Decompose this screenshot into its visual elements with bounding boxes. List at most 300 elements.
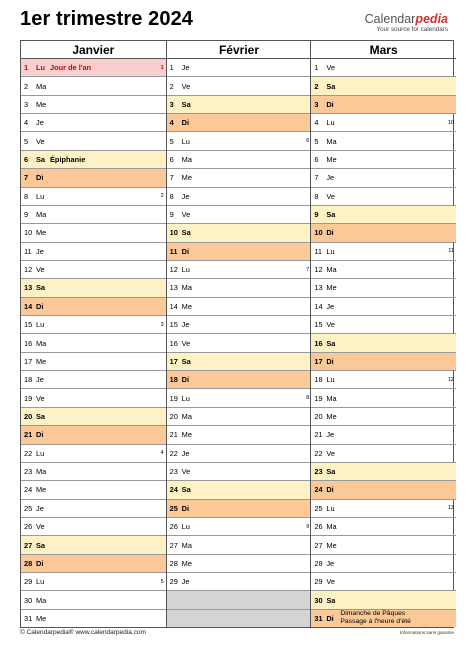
day-number: 15 xyxy=(314,320,323,330)
weekday-abbrev: Sa xyxy=(326,595,336,605)
day-number: 5 xyxy=(314,136,319,146)
day-row xyxy=(167,463,312,481)
day-row xyxy=(167,353,312,371)
week-number: 1 xyxy=(160,64,164,71)
weekday-abbrev: Lu xyxy=(181,393,190,403)
day-row xyxy=(21,96,166,114)
day-number: 16 xyxy=(24,338,33,348)
day-row xyxy=(311,536,456,554)
week-number: 3 xyxy=(160,321,164,328)
day-row xyxy=(167,445,312,463)
month-column-march xyxy=(310,41,456,627)
weekday-abbrev: Lu xyxy=(36,320,45,330)
day-number: 18 xyxy=(24,375,33,385)
day-row xyxy=(21,77,166,95)
weekday-abbrev: Je xyxy=(181,320,190,330)
weekday-abbrev: Lu xyxy=(181,265,190,275)
day-number: 21 xyxy=(169,430,178,440)
weekday-abbrev: Ma xyxy=(326,136,337,146)
week-number: 6 xyxy=(306,138,310,145)
weekday-abbrev: Di xyxy=(181,118,190,128)
day-row xyxy=(21,536,166,554)
day-row xyxy=(21,132,166,150)
day-number: 29 xyxy=(24,577,33,587)
weekday-abbrev: Sa xyxy=(181,99,191,109)
day-row xyxy=(21,555,166,573)
day-row xyxy=(167,298,312,316)
day-row xyxy=(21,610,166,627)
day-row xyxy=(21,279,166,297)
weekday-abbrev: Di xyxy=(181,503,190,513)
weekday-abbrev: Sa xyxy=(36,154,46,164)
day-row xyxy=(21,591,166,609)
weekday-abbrev: Sa xyxy=(326,210,336,220)
weekday-abbrev: Sa xyxy=(36,540,46,550)
week-number: 7 xyxy=(306,266,310,273)
day-number: 13 xyxy=(24,283,33,293)
day-row xyxy=(21,573,166,591)
weekday-abbrev: Lu xyxy=(36,63,46,73)
weekday-abbrev: Je xyxy=(326,173,335,183)
weekday-abbrev: Me xyxy=(326,540,337,550)
day-number: 23 xyxy=(314,467,323,477)
weekday-abbrev: Di xyxy=(181,375,190,385)
weekday-abbrev: Ma xyxy=(181,283,192,293)
weekday-abbrev: Ve xyxy=(36,136,45,146)
day-row xyxy=(311,591,456,609)
day-number: 22 xyxy=(314,448,323,458)
day-number: 6 xyxy=(169,154,174,164)
day-number: 10 xyxy=(24,228,33,238)
day-number: 8 xyxy=(169,191,174,201)
day-number: 2 xyxy=(169,81,174,91)
weekday-abbrev: Ma xyxy=(36,595,47,605)
weekday-abbrev: Di xyxy=(181,246,190,256)
weekday-abbrev: Lu xyxy=(326,246,335,256)
week-number: 2 xyxy=(160,193,164,200)
weekday-abbrev: Sa xyxy=(36,283,46,293)
day-list xyxy=(21,59,166,627)
day-number: 4 xyxy=(314,118,319,128)
day-row xyxy=(311,77,456,95)
day-number: 22 xyxy=(24,448,33,458)
day-row xyxy=(167,500,312,518)
calendar-grid xyxy=(20,40,454,628)
weekday-abbrev: Ve xyxy=(181,467,191,477)
day-row xyxy=(167,573,312,591)
day-row xyxy=(167,96,312,114)
weekday-abbrev: Sa xyxy=(326,338,336,348)
brand-name xyxy=(365,13,448,26)
weekday-abbrev: Ma xyxy=(36,210,47,220)
weekday-abbrev: Ma xyxy=(36,338,47,348)
day-number: 9 xyxy=(169,210,174,220)
day-list xyxy=(167,59,312,627)
day-number: 10 xyxy=(169,228,178,238)
weekday-abbrev: Di xyxy=(326,356,334,366)
day-number: 1 xyxy=(314,63,319,73)
weekday-abbrev: Me xyxy=(326,154,337,164)
day-number: 6 xyxy=(24,154,29,164)
weekday-abbrev: Lu xyxy=(36,577,45,587)
day-number: 12 xyxy=(24,265,33,275)
day-row xyxy=(311,261,456,279)
day-number: 31 xyxy=(24,613,33,623)
weekday-abbrev: Ma xyxy=(36,467,47,477)
day-number: 13 xyxy=(314,283,323,293)
weekday-abbrev: Lu xyxy=(326,503,335,513)
weekday-abbrev: Je xyxy=(181,191,190,201)
day-number: 11 xyxy=(314,246,322,256)
day-row xyxy=(311,188,456,206)
day-row xyxy=(311,353,456,371)
weekday-abbrev: Di xyxy=(36,430,44,440)
footer-copyright: © Calendarpedia® www.calendarpedia.com xyxy=(20,629,146,636)
weekday-abbrev: Ve xyxy=(36,265,45,275)
day-number: 3 xyxy=(169,99,174,109)
day-number: 9 xyxy=(314,210,319,220)
day-row xyxy=(21,408,166,426)
weekday-abbrev: Di xyxy=(36,558,44,568)
day-number: 18 xyxy=(314,375,323,385)
day-row xyxy=(311,426,456,444)
weekday-abbrev: Me xyxy=(181,430,192,440)
weekday-abbrev: Di xyxy=(326,228,334,238)
weekday-abbrev: Je xyxy=(36,375,44,385)
day-row xyxy=(167,555,312,573)
day-number: 7 xyxy=(314,173,319,183)
day-number: 9 xyxy=(24,210,29,220)
day-number: 18 xyxy=(169,375,178,385)
day-number: 20 xyxy=(314,412,323,421)
day-row xyxy=(167,206,312,224)
weekday-abbrev: Lu xyxy=(326,375,335,385)
weekday-abbrev: Ma xyxy=(326,265,337,275)
weekday-abbrev: Me xyxy=(326,412,337,421)
day-number: 3 xyxy=(24,99,29,109)
weekday-abbrev: Sa xyxy=(181,356,191,366)
day-number: 4 xyxy=(24,118,29,128)
day-number: 27 xyxy=(24,540,33,550)
empty-day-cell xyxy=(167,610,312,627)
day-number: 6 xyxy=(314,154,319,164)
day-number: 21 xyxy=(314,430,323,440)
day-number: 28 xyxy=(169,558,178,568)
weekday-abbrev: Me xyxy=(36,356,47,366)
weekday-abbrev: Je xyxy=(36,118,44,128)
day-row xyxy=(167,59,312,77)
day-row xyxy=(311,279,456,297)
day-number: 28 xyxy=(24,558,33,568)
day-row xyxy=(167,151,312,169)
day-event: Jour de l'an xyxy=(50,63,92,73)
day-row xyxy=(21,188,166,206)
day-number: 15 xyxy=(24,320,33,330)
day-number: 5 xyxy=(24,136,29,146)
day-number: 17 xyxy=(169,356,178,366)
day-number: 27 xyxy=(169,540,178,550)
day-row xyxy=(311,114,456,132)
weekday-abbrev: Ve xyxy=(326,577,335,587)
day-number: 24 xyxy=(314,485,323,495)
day-number: 25 xyxy=(169,503,178,513)
day-event: Dimanche de Pâques Passage à l'heure d'été xyxy=(340,610,411,626)
day-row xyxy=(21,500,166,518)
day-number: 15 xyxy=(169,320,178,330)
day-number: 30 xyxy=(314,595,323,605)
day-row xyxy=(311,169,456,187)
weekday-abbrev: Sa xyxy=(181,485,191,495)
day-row xyxy=(167,261,312,279)
day-number: 8 xyxy=(24,191,29,201)
day-list xyxy=(311,59,456,627)
week-number: 11 xyxy=(448,248,454,255)
day-row xyxy=(167,169,312,187)
day-row xyxy=(21,481,166,499)
day-number: 7 xyxy=(169,173,174,183)
weekday-abbrev: Sa xyxy=(36,412,46,421)
weekday-abbrev: Ve xyxy=(326,63,335,73)
day-row xyxy=(311,96,456,114)
week-number: 4 xyxy=(160,450,164,457)
day-number: 19 xyxy=(24,393,33,403)
day-number: 19 xyxy=(314,393,323,403)
month-header: Février xyxy=(167,41,312,59)
day-row xyxy=(311,555,456,573)
day-number: 23 xyxy=(24,467,33,477)
day-row xyxy=(311,151,456,169)
weekday-abbrev: Me xyxy=(326,283,337,293)
day-row xyxy=(311,573,456,591)
week-number: 8 xyxy=(306,395,310,402)
day-row xyxy=(311,334,456,352)
weekday-abbrev: Lu xyxy=(36,191,45,201)
day-row xyxy=(21,353,166,371)
day-row xyxy=(21,114,166,132)
day-row xyxy=(21,298,166,316)
day-number: 4 xyxy=(169,118,174,128)
day-row xyxy=(311,224,456,242)
month-header: Janvier xyxy=(21,41,166,59)
weekday-abbrev: Me xyxy=(36,228,47,238)
day-row xyxy=(311,500,456,518)
day-row xyxy=(21,389,166,407)
day-number: 5 xyxy=(169,136,174,146)
day-number: 1 xyxy=(24,63,29,73)
day-row xyxy=(21,224,166,242)
day-row xyxy=(21,463,166,481)
brand-tagline: Your source for calendars xyxy=(376,26,448,33)
day-number: 27 xyxy=(314,540,323,550)
day-number: 20 xyxy=(169,412,178,421)
weekday-abbrev: Je xyxy=(36,246,44,256)
weekday-abbrev: Ve xyxy=(36,393,45,403)
day-event: Épiphanie xyxy=(50,154,86,164)
weekday-abbrev: Me xyxy=(36,485,47,495)
weekday-abbrev: Ma xyxy=(181,540,192,550)
day-row xyxy=(167,188,312,206)
day-number: 21 xyxy=(24,430,33,440)
day-row xyxy=(311,371,456,389)
day-row xyxy=(167,536,312,554)
day-number: 29 xyxy=(169,577,178,587)
week-number: 5 xyxy=(160,578,164,585)
day-row xyxy=(21,151,166,169)
day-row xyxy=(21,445,166,463)
weekday-abbrev: Me xyxy=(36,99,47,109)
weekday-abbrev: Ve xyxy=(326,448,335,458)
weekday-abbrev: Me xyxy=(181,558,192,568)
weekday-abbrev: Sa xyxy=(326,81,336,91)
day-row xyxy=(21,426,166,444)
day-number: 30 xyxy=(24,595,33,605)
day-row xyxy=(167,371,312,389)
day-row xyxy=(167,408,312,426)
day-row xyxy=(21,261,166,279)
weekday-abbrev: Di xyxy=(36,173,44,183)
day-row xyxy=(167,224,312,242)
weekday-abbrev: Ve xyxy=(36,522,45,532)
day-row xyxy=(311,445,456,463)
day-number: 24 xyxy=(24,485,33,495)
weekday-abbrev: Ma xyxy=(36,81,47,91)
day-number: 29 xyxy=(314,577,323,587)
day-row xyxy=(167,426,312,444)
day-row xyxy=(311,206,456,224)
day-row xyxy=(311,463,456,481)
day-row xyxy=(311,298,456,316)
weekday-abbrev: Ve xyxy=(181,338,191,348)
day-number: 14 xyxy=(24,301,33,311)
day-row xyxy=(21,518,166,536)
weekday-abbrev: Ma xyxy=(181,154,192,164)
day-row xyxy=(167,518,312,536)
day-row xyxy=(167,279,312,297)
day-number: 26 xyxy=(169,522,178,532)
day-row xyxy=(311,389,456,407)
day-number: 2 xyxy=(314,81,319,91)
week-number: 13 xyxy=(447,505,454,512)
day-row xyxy=(311,243,456,261)
day-number: 3 xyxy=(314,99,319,109)
day-number: 16 xyxy=(314,338,323,348)
weekday-abbrev: Sa xyxy=(326,467,336,477)
day-number: 2 xyxy=(24,81,29,91)
day-number: 19 xyxy=(169,393,178,403)
weekday-abbrev: Di xyxy=(326,99,334,109)
day-row xyxy=(21,334,166,352)
weekday-abbrev: Me xyxy=(36,613,47,623)
day-row xyxy=(167,243,312,261)
weekday-abbrev: Di xyxy=(36,301,44,311)
day-row xyxy=(21,316,166,334)
day-row xyxy=(167,389,312,407)
day-number: 26 xyxy=(314,522,323,532)
weekday-abbrev: Me xyxy=(181,301,192,311)
brand-name-plain: Calendar xyxy=(364,12,416,26)
day-row xyxy=(167,77,312,95)
day-number: 22 xyxy=(169,448,178,458)
weekday-abbrev: Ma xyxy=(326,393,337,403)
day-number: 10 xyxy=(314,228,323,238)
day-row xyxy=(21,59,166,77)
day-number: 14 xyxy=(169,301,178,311)
weekday-abbrev: Di xyxy=(326,613,334,623)
day-number: 12 xyxy=(169,265,178,275)
day-number: 26 xyxy=(24,522,33,532)
empty-day-cell xyxy=(167,591,312,609)
day-number: 11 xyxy=(24,246,32,256)
page-title: 1er trimestre 2024 xyxy=(20,8,194,30)
brand-name-accent: pedia xyxy=(415,12,448,26)
weekday-abbrev: Lu xyxy=(326,118,335,128)
day-number: 14 xyxy=(314,301,323,311)
day-number: 23 xyxy=(169,467,178,477)
footer-disclaimer: Informations sans garantie xyxy=(399,630,454,635)
weekday-abbrev: Ve xyxy=(326,191,335,201)
weekday-abbrev: Ve xyxy=(181,81,191,91)
weekday-abbrev: Sa xyxy=(181,228,191,238)
day-row xyxy=(167,132,312,150)
weekday-abbrev: Je xyxy=(181,448,190,458)
day-row xyxy=(21,206,166,224)
day-number: 28 xyxy=(314,558,323,568)
weekday-abbrev: Ma xyxy=(326,522,337,532)
day-row xyxy=(311,408,456,426)
weekday-abbrev: Lu xyxy=(181,136,190,146)
month-column-january xyxy=(21,41,166,627)
weekday-abbrev: Je xyxy=(326,558,335,568)
day-row xyxy=(311,59,456,77)
day-row xyxy=(167,481,312,499)
day-row xyxy=(311,518,456,536)
day-row xyxy=(311,132,456,150)
weekday-abbrev: Je xyxy=(326,301,335,311)
month-header: Mars xyxy=(311,41,456,59)
day-number: 31 xyxy=(314,613,323,623)
weekday-abbrev: Lu xyxy=(36,448,45,458)
weekday-abbrev: Je xyxy=(181,63,190,73)
weekday-abbrev: Je xyxy=(36,503,44,513)
day-row xyxy=(311,316,456,334)
weekday-abbrev: Je xyxy=(326,430,335,440)
weekday-abbrev: Me xyxy=(181,173,192,183)
day-number: 24 xyxy=(169,485,178,495)
day-row xyxy=(311,481,456,499)
weekday-abbrev: Je xyxy=(181,577,190,587)
week-number: 9 xyxy=(306,523,310,530)
day-number: 25 xyxy=(314,503,323,513)
day-number: 8 xyxy=(314,191,319,201)
weekday-abbrev: Ma xyxy=(181,412,192,421)
day-row xyxy=(167,334,312,352)
day-row xyxy=(311,610,456,627)
day-row xyxy=(21,371,166,389)
weekday-abbrev: Di xyxy=(326,485,334,495)
day-number: 20 xyxy=(24,412,33,421)
day-number: 12 xyxy=(314,265,323,275)
weekday-abbrev: Ve xyxy=(181,210,191,220)
month-column-february xyxy=(166,41,312,627)
day-row xyxy=(167,316,312,334)
day-row xyxy=(167,114,312,132)
day-number: 11 xyxy=(169,246,178,256)
day-number: 25 xyxy=(24,503,33,513)
day-number: 16 xyxy=(169,338,178,348)
day-number: 1 xyxy=(169,63,174,73)
day-number: 17 xyxy=(24,356,33,366)
weekday-abbrev: Ve xyxy=(326,320,335,330)
